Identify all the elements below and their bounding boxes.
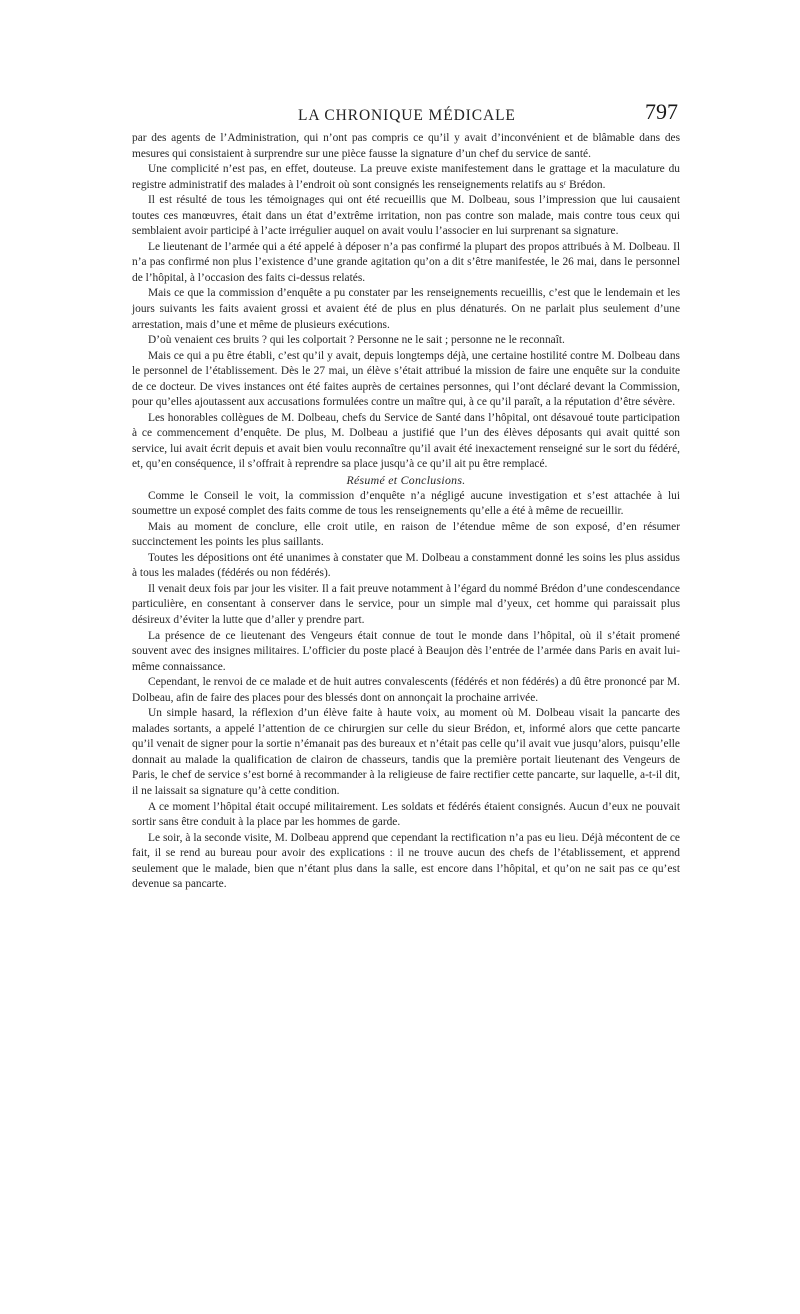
paragraph: D’où venaient ces bruits ? qui les colportait ? Personne ne le sait ; personne ne le reconnaît. [148, 334, 565, 347]
paragraph: La présence de ce lieutenant des Vengeurs était connue de tout le monde dans l’hôpital, où il s’était promené souvent avec des insignes militaires. L’officier du poste placé à Beaujon dès l’entrée de l’armée dans Paris en avait lui-même connaissance. [132, 629, 680, 673]
paragraph: Une complicité n’est pas, en effet, douteuse. La preuve existe manifestement dans le grattage et la maculature du registre administratif des malades à l’endroit où sont consignés les renseignements relatifs au sʳ Brédon. [132, 163, 680, 191]
paragraph: Mais au moment de conclure, elle croit utile, en raison de l’étendue même de son exposé, d’en résumer succinctement les points les plus saillants. [132, 520, 680, 549]
running-header [132, 99, 680, 127]
paragraph: Le soir, à la seconde visite, M. Dolbeau apprend que cependant la rectification n’a pas eu lieu. Déjà mécontent de ce fait, il se rend au bureau pour avoir des explications : il ne trouve aucun des chefs de l’établissement, et apprend seulement que le malade, bien que n’étant plus dans la salle, est encore dans l’hôpital, et qu’on ne sait pas ce qu’est devenue sa pancarte. [132, 831, 680, 891]
paragraph: Il venait deux fois par jour les visiter. Il a fait preuve notamment à l’égard du nommé Brédon d’une condescendance particulière, en consentant à conserver dans le service, pour un simple mal d’yeux, cet homme qui paraissait plus désireux d’éviter la lutte que d’aller y prendre part. [132, 582, 680, 626]
paragraph: par des agents de l’Administration, qui n’ont pas compris ce qu’il y avait d’inconvénient et de blâmable dans des mesures qui consistaient à surprendre sur une pièce fausse la signature d’un chef du service de santé. [132, 132, 680, 160]
section-heading: Résumé et Conclusions. [346, 473, 466, 488]
paragraph: Mais ce que la commission d’enquête a pu constater par les renseignements recueillis, c’est que le lendemain et les jours suivants les faits avaient grossi et avaient été de plus en plus dénaturés. On ne parlait plus seulement d’une arrestation, mais d’une et même de plusieurs exécutions. [132, 287, 680, 331]
journal-title: LA CHRONIQUE MÉDICALE [298, 107, 516, 124]
paragraph: Le lieutenant de l’armée qui a été appelé à déposer n’a pas confirmé la plupart des propos attribués à M. Dolbeau. Il n’a pas confirmé non plus l’existence d’une grande agitation qu’on a dit s’être manifestée, le 26 mai, dans le personnel de l’hôpital, à l’occasion des faits ci-dessus relatés. [132, 240, 680, 284]
paragraph: Comme le Conseil le voit, la commission d’enquête n’a négligé aucune investigation et s’est attachée à lui soumettre un exposé complet des faits comme de tous les renseignements qu’elle a été à même de recueillir. [132, 489, 680, 518]
paragraph: Mais ce qui a pu être établi, c’est qu’il y avait, depuis longtemps déjà, une certaine hostilité contre M. Dolbeau dans le personnel de l’établissement. Dès le 27 mai, un élève s’était attribué la mission de faire une enquête sur la conduite de ce docteur. De vives instances ont été faites auprès de certaines personnes, qui l’ont déclaré devant la Commission, pour qu’elles ajoutassent aux accusations formulées contre un maître qui, à ce qu’il paraît, a la réputation d’être sévère. [132, 349, 680, 409]
paragraph: Les honorables collègues de M. Dolbeau, chefs du Service de Santé dans l’hôpital, ont désavoué toute participation à ce commencement d’enquête. De plus, M. Dolbeau a justifié que l’un des élèves déposants qui avait quitté son service, lui avait écrit depuis et avait bien voulu reconnaître qu’il avait été inexactement renseigné sur le sort du fédéré, et, qu’en conséquence, il s’offrait à reprendre sa place jusqu’à ce qu’il ait pu être remplacé. [132, 411, 680, 471]
page-number: 797 [645, 99, 678, 124]
paragraph: A ce moment l’hôpital était occupé militairement. Les soldats et fédérés étaient consignés. Aucun d’eux ne pouvait sortir sans être conduit à la place par les hommes de garde. [132, 800, 680, 829]
body-text [132, 131, 680, 893]
paragraph: Cependant, le renvoi de ce malade et de huit autres convalescents (fédérés et non fédérés) a dû être prononcé par M. Dolbeau, afin de faire des places pour des blessés dont on annonçait la prochaine arrivée. [132, 676, 680, 704]
paragraph: Il est résulté de tous les témoignages qui ont été recueillis que M. Dolbeau, sous l’impression que lui causaient toutes ces manœuvres, était dans un état d’extrême irritation, non pas contre son malade, mais contre tous ceux qui semblaient avoir participé à l’acte irrégulier auquel on avait voulu l’associer en lui surprenant sa signature. [132, 194, 680, 238]
paragraph: Un simple hasard, la réflexion d’un élève faite à haute voix, au moment où M. Dolbeau visait la pancarte des malades sortants, a appelé l’attention de ce chirurgien sur celle du sieur Brédon, et, informé alors que cette pancarte qu’il venait de signer pour la sortie n’émanait pas des bureaux et n’était pas celle qu’il avait vue jusqu’alors, puisqu’elle donnait au malade la qualification de clairon de chasseurs, tandis que la première portait lieutenant des Vengeurs de Paris, le chef de service s’est borné à recommander à la religieuse de faire rectifier cette pancarte, sur laquelle, a-t-il dit, il ne laissait sa signature qu’à cette condition. [132, 707, 680, 797]
paragraph: Toutes les dépositions ont été unanimes à constater que M. Dolbeau a constamment donné les soins les plus assidus à tous les malades (fédérés ou non fédérés). [132, 551, 680, 580]
